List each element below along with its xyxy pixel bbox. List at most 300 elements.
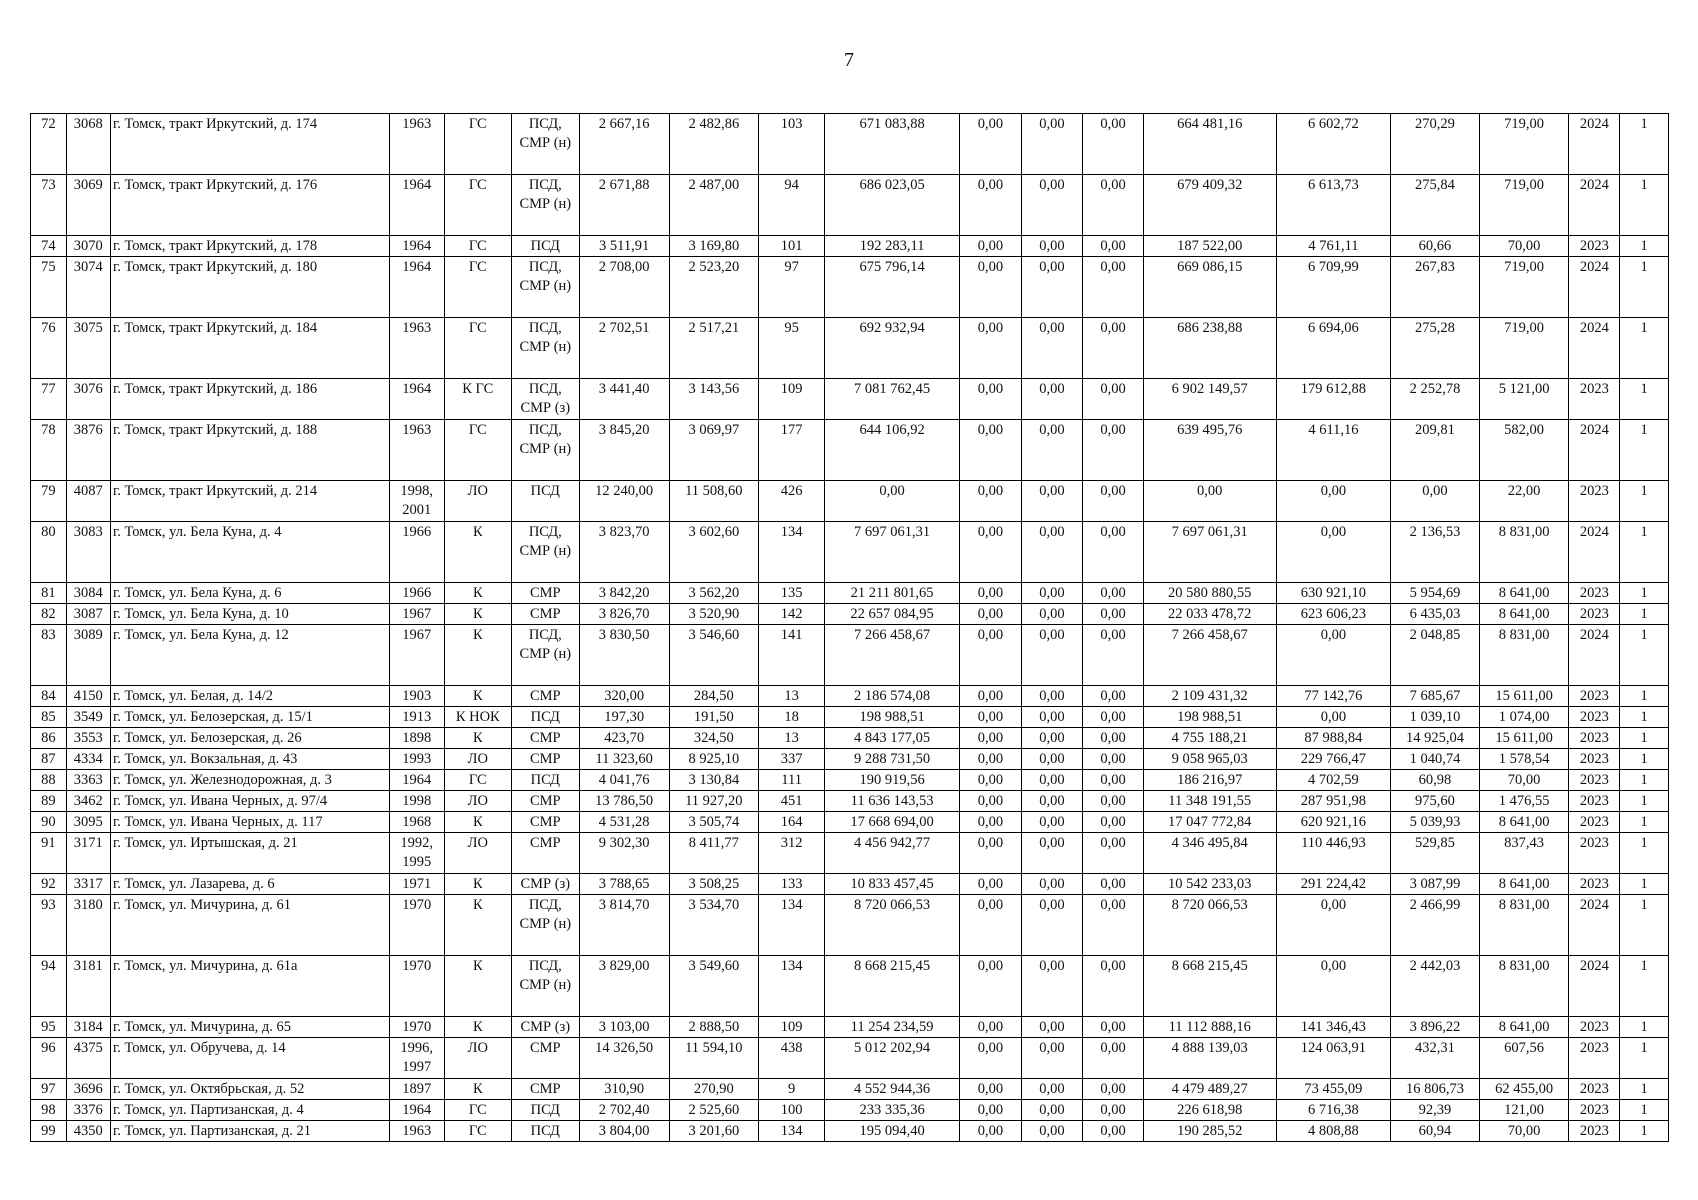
total-area-cell: 423,70 [579,728,669,749]
row-number-cell: 98 [31,1100,67,1121]
federal-funds-cell: 0,00 [960,420,1022,481]
mark-cell: 1 [1620,728,1669,749]
work-type-cell: ПСД [511,1121,579,1142]
wall-material-cell: К [444,604,511,625]
build-year-cell: 1970 [389,895,444,956]
limit-per-sqm-cell: 5 121,00 [1479,379,1569,420]
address-cell: г. Томск, тракт Иркутский, д. 176 [110,175,389,236]
mark-cell: 1 [1620,236,1669,257]
regional-funds-cell: 0,00 [1021,1079,1083,1100]
work-type-cell: СМР [511,583,579,604]
regional-funds-cell: 0,00 [1021,812,1083,833]
total-cost-cell: 198 988,51 [825,707,960,728]
row-number-cell: 83 [31,625,67,686]
table-row [31,1079,1669,1100]
wall-material-cell: К [444,522,511,583]
total-cost-cell: 233 335,36 [825,1100,960,1121]
total-area-cell: 3 788,65 [579,874,669,895]
build-year-cell: 1998 [389,791,444,812]
other-funds-cell: 229 766,47 [1276,749,1391,770]
living-area-cell: 11 927,20 [669,791,759,812]
plan-year-cell: 2024 [1569,420,1620,481]
row-number-cell: 78 [31,420,67,481]
total-cost-cell: 11 254 234,59 [825,1017,960,1038]
build-year-cell: 1967 [389,625,444,686]
build-year-cell: 1898 [389,728,444,749]
federal-funds-cell: 0,00 [960,1121,1022,1142]
table-row [31,420,1669,481]
row-number-cell: 97 [31,1079,67,1100]
plan-year-cell: 2023 [1569,728,1620,749]
address-cell: г. Томск, ул. Обручева, д. 14 [110,1038,389,1079]
local-funds-cell: 0,00 [1083,833,1144,874]
plan-year-cell: 2023 [1569,686,1620,707]
owner-funds-cell: 190 285,52 [1143,1121,1276,1142]
total-area-cell: 3 103,00 [579,1017,669,1038]
residents-count-cell: 111 [759,770,825,791]
federal-funds-cell: 0,00 [960,625,1022,686]
residents-count-cell: 13 [759,686,825,707]
address-cell: г. Томск, ул. Октябрьская, д. 52 [110,1079,389,1100]
row-number-cell: 74 [31,236,67,257]
residents-count-cell: 109 [759,379,825,420]
living-area-cell: 3 520,90 [669,604,759,625]
residents-count-cell: 337 [759,749,825,770]
row-number-cell: 79 [31,481,67,522]
address-cell: г. Томск, ул. Вокзальная, д. 43 [110,749,389,770]
wall-material-cell: К [444,686,511,707]
registry-body [31,114,1669,1142]
local-funds-cell: 0,00 [1083,874,1144,895]
build-year-cell: 1964 [389,379,444,420]
limit-per-sqm-cell: 70,00 [1479,236,1569,257]
owner-funds-cell: 664 481,16 [1143,114,1276,175]
regional-funds-cell: 0,00 [1021,1017,1083,1038]
mark-cell: 1 [1620,625,1669,686]
plan-year-cell: 2023 [1569,604,1620,625]
row-number-cell: 77 [31,379,67,420]
wall-material-cell: К [444,1017,511,1038]
total-area-cell: 3 511,91 [579,236,669,257]
regional-funds-cell: 0,00 [1021,625,1083,686]
mark-cell: 1 [1620,770,1669,791]
other-funds-cell: 620 921,16 [1276,812,1391,833]
federal-funds-cell: 0,00 [960,1017,1022,1038]
federal-funds-cell: 0,00 [960,257,1022,318]
house-id-cell: 3876 [66,420,110,481]
wall-material-cell: ЛО [444,749,511,770]
cost-per-sqm-cell: 7 685,67 [1391,686,1480,707]
local-funds-cell: 0,00 [1083,257,1144,318]
house-id-cell: 3074 [66,257,110,318]
plan-year-cell: 2024 [1569,318,1620,379]
total-cost-cell: 5 012 202,94 [825,1038,960,1079]
row-number-cell: 99 [31,1121,67,1142]
local-funds-cell: 0,00 [1083,175,1144,236]
cost-per-sqm-cell: 0,00 [1391,481,1480,522]
house-id-cell: 3553 [66,728,110,749]
federal-funds-cell: 0,00 [960,874,1022,895]
house-id-cell: 4375 [66,1038,110,1079]
work-type-cell: СМР [511,686,579,707]
other-funds-cell: 0,00 [1276,481,1391,522]
table-row [31,175,1669,236]
house-id-cell: 3068 [66,114,110,175]
owner-funds-cell: 187 522,00 [1143,236,1276,257]
house-id-cell: 3363 [66,770,110,791]
house-id-cell: 4150 [66,686,110,707]
plan-year-cell: 2023 [1569,1017,1620,1038]
total-area-cell: 3 804,00 [579,1121,669,1142]
residents-count-cell: 312 [759,833,825,874]
build-year-cell: 1913 [389,707,444,728]
wall-material-cell: К НОК [444,707,511,728]
house-id-cell: 3317 [66,874,110,895]
row-number-cell: 94 [31,956,67,1017]
wall-material-cell: К [444,874,511,895]
federal-funds-cell: 0,00 [960,791,1022,812]
table-row [31,686,1669,707]
house-id-cell: 3171 [66,833,110,874]
cost-per-sqm-cell: 432,31 [1391,1038,1480,1079]
mark-cell: 1 [1620,420,1669,481]
other-funds-cell: 141 346,43 [1276,1017,1391,1038]
address-cell: г. Томск, ул. Партизанская, д. 4 [110,1100,389,1121]
address-cell: г. Томск, тракт Иркутский, д. 178 [110,236,389,257]
row-number-cell: 86 [31,728,67,749]
total-cost-cell: 8 668 215,45 [825,956,960,1017]
regional-funds-cell: 0,00 [1021,874,1083,895]
cost-per-sqm-cell: 60,98 [1391,770,1480,791]
other-funds-cell: 87 988,84 [1276,728,1391,749]
mark-cell: 1 [1620,1100,1669,1121]
limit-per-sqm-cell: 719,00 [1479,175,1569,236]
cost-per-sqm-cell: 275,84 [1391,175,1480,236]
cost-per-sqm-cell: 5 039,93 [1391,812,1480,833]
wall-material-cell: ГС [444,236,511,257]
table-row [31,481,1669,522]
regional-funds-cell: 0,00 [1021,707,1083,728]
residents-count-cell: 164 [759,812,825,833]
mark-cell: 1 [1620,583,1669,604]
house-id-cell: 3075 [66,318,110,379]
local-funds-cell: 0,00 [1083,236,1144,257]
row-number-cell: 95 [31,1017,67,1038]
build-year-cell: 1992, 1995 [389,833,444,874]
owner-funds-cell: 4 346 495,84 [1143,833,1276,874]
cost-per-sqm-cell: 2 442,03 [1391,956,1480,1017]
cost-per-sqm-cell: 275,28 [1391,318,1480,379]
plan-year-cell: 2024 [1569,522,1620,583]
local-funds-cell: 0,00 [1083,481,1144,522]
plan-year-cell: 2024 [1569,257,1620,318]
regional-funds-cell: 0,00 [1021,420,1083,481]
limit-per-sqm-cell: 22,00 [1479,481,1569,522]
build-year-cell: 1993 [389,749,444,770]
plan-year-cell: 2024 [1569,114,1620,175]
work-type-cell: ПСД, СМР (н) [511,318,579,379]
residents-count-cell: 18 [759,707,825,728]
regional-funds-cell: 0,00 [1021,114,1083,175]
work-type-cell: ПСД [511,1100,579,1121]
cost-per-sqm-cell: 3 896,22 [1391,1017,1480,1038]
row-number-cell: 87 [31,749,67,770]
row-number-cell: 93 [31,895,67,956]
work-type-cell: ПСД, СМР (н) [511,956,579,1017]
plan-year-cell: 2023 [1569,1100,1620,1121]
limit-per-sqm-cell: 582,00 [1479,420,1569,481]
cost-per-sqm-cell: 529,85 [1391,833,1480,874]
wall-material-cell: ГС [444,1100,511,1121]
work-type-cell: ПСД [511,236,579,257]
living-area-cell: 270,90 [669,1079,759,1100]
owner-funds-cell: 686 238,88 [1143,318,1276,379]
build-year-cell: 1970 [389,956,444,1017]
address-cell: г. Томск, ул. Бела Куна, д. 12 [110,625,389,686]
row-number-cell: 90 [31,812,67,833]
limit-per-sqm-cell: 607,56 [1479,1038,1569,1079]
living-area-cell: 3 562,20 [669,583,759,604]
limit-per-sqm-cell: 70,00 [1479,770,1569,791]
house-id-cell: 3181 [66,956,110,1017]
living-area-cell: 8 411,77 [669,833,759,874]
table-row [31,791,1669,812]
total-area-cell: 2 671,88 [579,175,669,236]
limit-per-sqm-cell: 8 641,00 [1479,583,1569,604]
work-type-cell: СМР (з) [511,874,579,895]
local-funds-cell: 0,00 [1083,749,1144,770]
other-funds-cell: 4 702,59 [1276,770,1391,791]
wall-material-cell: К [444,956,511,1017]
regional-funds-cell: 0,00 [1021,956,1083,1017]
living-area-cell: 2 525,60 [669,1100,759,1121]
build-year-cell: 1998, 2001 [389,481,444,522]
wall-material-cell: ЛО [444,791,511,812]
federal-funds-cell: 0,00 [960,956,1022,1017]
table-row [31,1100,1669,1121]
address-cell: г. Томск, ул. Бела Куна, д. 4 [110,522,389,583]
local-funds-cell: 0,00 [1083,604,1144,625]
row-number-cell: 96 [31,1038,67,1079]
cost-per-sqm-cell: 975,60 [1391,791,1480,812]
limit-per-sqm-cell: 719,00 [1479,257,1569,318]
local-funds-cell: 0,00 [1083,812,1144,833]
owner-funds-cell: 20 580 880,55 [1143,583,1276,604]
cost-per-sqm-cell: 270,29 [1391,114,1480,175]
total-cost-cell: 7 081 762,45 [825,379,960,420]
wall-material-cell: К [444,812,511,833]
build-year-cell: 1963 [389,1121,444,1142]
local-funds-cell: 0,00 [1083,1017,1144,1038]
house-id-cell: 3070 [66,236,110,257]
living-area-cell: 2 523,20 [669,257,759,318]
mark-cell: 1 [1620,1017,1669,1038]
plan-year-cell: 2023 [1569,874,1620,895]
cost-per-sqm-cell: 2 466,99 [1391,895,1480,956]
house-id-cell: 3376 [66,1100,110,1121]
other-funds-cell: 287 951,98 [1276,791,1391,812]
house-id-cell: 3087 [66,604,110,625]
total-area-cell: 2 667,16 [579,114,669,175]
cost-per-sqm-cell: 267,83 [1391,257,1480,318]
residents-count-cell: 101 [759,236,825,257]
other-funds-cell: 0,00 [1276,895,1391,956]
table-row [31,770,1669,791]
total-cost-cell: 192 283,11 [825,236,960,257]
cost-per-sqm-cell: 60,66 [1391,236,1480,257]
owner-funds-cell: 4 479 489,27 [1143,1079,1276,1100]
local-funds-cell: 0,00 [1083,1121,1144,1142]
mark-cell: 1 [1620,1038,1669,1079]
living-area-cell: 2 517,21 [669,318,759,379]
regional-funds-cell: 0,00 [1021,379,1083,420]
total-area-cell: 14 326,50 [579,1038,669,1079]
work-type-cell: ПСД, СМР (н) [511,420,579,481]
plan-year-cell: 2023 [1569,749,1620,770]
row-number-cell: 92 [31,874,67,895]
cost-per-sqm-cell: 1 039,10 [1391,707,1480,728]
living-area-cell: 2 482,86 [669,114,759,175]
house-id-cell: 3089 [66,625,110,686]
other-funds-cell: 630 921,10 [1276,583,1391,604]
plan-year-cell: 2023 [1569,481,1620,522]
work-type-cell: СМР [511,749,579,770]
address-cell: г. Томск, ул. Белозерская, д. 15/1 [110,707,389,728]
mark-cell: 1 [1620,318,1669,379]
owner-funds-cell: 226 618,98 [1143,1100,1276,1121]
other-funds-cell: 6 613,73 [1276,175,1391,236]
total-area-cell: 12 240,00 [579,481,669,522]
plan-year-cell: 2023 [1569,1079,1620,1100]
work-type-cell: ПСД, СМР (з) [511,379,579,420]
regional-funds-cell: 0,00 [1021,728,1083,749]
cost-per-sqm-cell: 92,39 [1391,1100,1480,1121]
regional-funds-cell: 0,00 [1021,1100,1083,1121]
residents-count-cell: 100 [759,1100,825,1121]
table-row [31,812,1669,833]
total-area-cell: 2 702,40 [579,1100,669,1121]
regional-funds-cell: 0,00 [1021,236,1083,257]
owner-funds-cell: 639 495,76 [1143,420,1276,481]
other-funds-cell: 623 606,23 [1276,604,1391,625]
owner-funds-cell: 2 109 431,32 [1143,686,1276,707]
plan-year-cell: 2023 [1569,1038,1620,1079]
plan-year-cell: 2024 [1569,895,1620,956]
row-number-cell: 82 [31,604,67,625]
address-cell: г. Томск, ул. Ивана Черных, д. 117 [110,812,389,833]
mark-cell: 1 [1620,522,1669,583]
address-cell: г. Томск, тракт Иркутский, д. 174 [110,114,389,175]
table-row [31,236,1669,257]
total-cost-cell: 2 186 574,08 [825,686,960,707]
total-area-cell: 320,00 [579,686,669,707]
house-id-cell: 3069 [66,175,110,236]
wall-material-cell: К ГС [444,379,511,420]
wall-material-cell: ГС [444,175,511,236]
owner-funds-cell: 679 409,32 [1143,175,1276,236]
house-id-cell: 4334 [66,749,110,770]
address-cell: г. Томск, ул. Железнодорожная, д. 3 [110,770,389,791]
total-cost-cell: 190 919,56 [825,770,960,791]
build-year-cell: 1971 [389,874,444,895]
cost-per-sqm-cell: 3 087,99 [1391,874,1480,895]
other-funds-cell: 0,00 [1276,522,1391,583]
build-year-cell: 1964 [389,1100,444,1121]
residents-count-cell: 97 [759,257,825,318]
house-id-cell: 3083 [66,522,110,583]
mark-cell: 1 [1620,257,1669,318]
cost-per-sqm-cell: 16 806,73 [1391,1079,1480,1100]
local-funds-cell: 0,00 [1083,1038,1144,1079]
total-cost-cell: 686 023,05 [825,175,960,236]
regional-funds-cell: 0,00 [1021,770,1083,791]
build-year-cell: 1967 [389,604,444,625]
wall-material-cell: К [444,1079,511,1100]
work-type-cell: ПСД, СМР (н) [511,625,579,686]
build-year-cell: 1897 [389,1079,444,1100]
living-area-cell: 2 888,50 [669,1017,759,1038]
regional-funds-cell: 0,00 [1021,1121,1083,1142]
limit-per-sqm-cell: 719,00 [1479,318,1569,379]
living-area-cell: 191,50 [669,707,759,728]
mark-cell: 1 [1620,379,1669,420]
living-area-cell: 11 508,60 [669,481,759,522]
work-type-cell: ПСД, СМР (н) [511,522,579,583]
limit-per-sqm-cell: 8 641,00 [1479,812,1569,833]
owner-funds-cell: 0,00 [1143,481,1276,522]
cost-per-sqm-cell: 6 435,03 [1391,604,1480,625]
federal-funds-cell: 0,00 [960,175,1022,236]
table-row [31,1121,1669,1142]
residents-count-cell: 134 [759,1121,825,1142]
plan-year-cell: 2023 [1569,770,1620,791]
total-cost-cell: 22 657 084,95 [825,604,960,625]
federal-funds-cell: 0,00 [960,728,1022,749]
wall-material-cell: ЛО [444,1038,511,1079]
limit-per-sqm-cell: 1 578,54 [1479,749,1569,770]
address-cell: г. Томск, ул. Ивана Черных, д. 97/4 [110,791,389,812]
residents-count-cell: 13 [759,728,825,749]
address-cell: г. Томск, тракт Иркутский, д. 188 [110,420,389,481]
address-cell: г. Томск, ул. Партизанская, д. 21 [110,1121,389,1142]
house-id-cell: 3095 [66,812,110,833]
federal-funds-cell: 0,00 [960,481,1022,522]
plan-year-cell: 2023 [1569,707,1620,728]
table-row [31,604,1669,625]
owner-funds-cell: 11 348 191,55 [1143,791,1276,812]
other-funds-cell: 179 612,88 [1276,379,1391,420]
regional-funds-cell: 0,00 [1021,1038,1083,1079]
federal-funds-cell: 0,00 [960,1079,1022,1100]
address-cell: г. Томск, ул. Мичурина, д. 65 [110,1017,389,1038]
regional-funds-cell: 0,00 [1021,833,1083,874]
residents-count-cell: 94 [759,175,825,236]
local-funds-cell: 0,00 [1083,956,1144,1017]
other-funds-cell: 73 455,09 [1276,1079,1391,1100]
federal-funds-cell: 0,00 [960,236,1022,257]
other-funds-cell: 6 709,99 [1276,257,1391,318]
table-row [31,874,1669,895]
total-cost-cell: 4 552 944,36 [825,1079,960,1100]
table-row [31,379,1669,420]
address-cell: г. Томск, тракт Иркутский, д. 180 [110,257,389,318]
table-row [31,114,1669,175]
house-id-cell: 3549 [66,707,110,728]
owner-funds-cell: 11 112 888,16 [1143,1017,1276,1038]
residents-count-cell: 9 [759,1079,825,1100]
residents-count-cell: 134 [759,895,825,956]
total-cost-cell: 7 266 458,67 [825,625,960,686]
